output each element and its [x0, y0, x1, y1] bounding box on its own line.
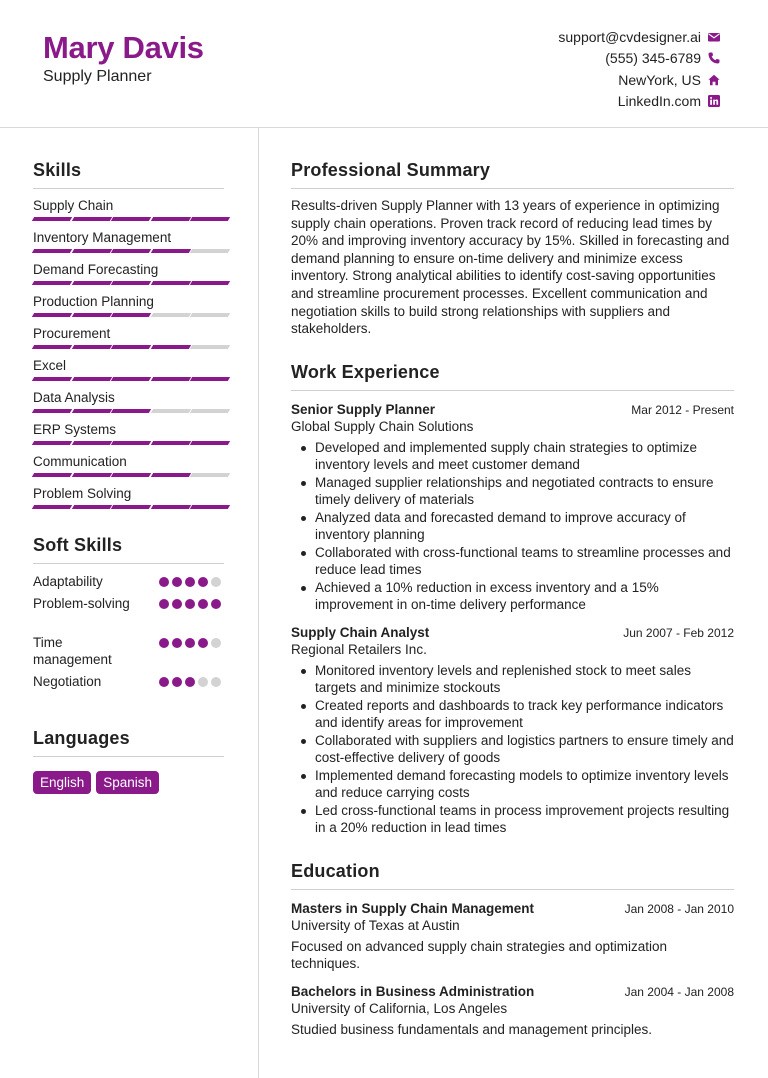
job-bullet: Monitored inventory levels and replenished stock to meet sales targets and minimize stockouts: [315, 662, 734, 697]
skill-level-segment: [150, 249, 190, 253]
job-entry: [291, 625, 734, 837]
skill-level-segment: [190, 281, 230, 285]
skill-level-segment: [111, 281, 151, 285]
skill-level-segment: [71, 313, 111, 317]
summary-text: Results-driven Supply Planner with 13 years of experience in optimizing supply chain operations. Proven track record of reducing lead times by 20% and improving inventory accuracy by 15%. Skilled in forecasting and demand planning to ensure on-time delivery and minimize excess inventory. Strong analytical abilities to identify cost-saving opportunities and streamline procurement processes. Excellent communication and negotiation skills to build strong relationships with suppliers and stakeholders.: [291, 198, 730, 337]
skill-level-segment: [32, 217, 72, 221]
skill-name: Inventory Management: [33, 230, 172, 245]
skill-level-segment: [111, 377, 151, 381]
contact-list: [558, 26, 720, 112]
summary-heading: Professional Summary: [291, 160, 734, 189]
skill-level-segment: [190, 377, 230, 381]
skill-name: Communication: [33, 454, 127, 469]
skill-level-segment: [150, 377, 190, 381]
soft-skill-rating: [159, 577, 221, 587]
languages-heading: Languages: [33, 728, 224, 757]
skill-level-segment: [190, 409, 230, 413]
education-header: [291, 984, 734, 999]
job-header: [291, 625, 734, 640]
skill-level-segment: [32, 249, 72, 253]
contact-email-text: support@cvdesigner.ai: [558, 28, 701, 45]
skill-level-segment: [71, 505, 111, 509]
skill-level-bar: [33, 345, 230, 349]
education-list: [291, 901, 734, 1039]
education-degree: Bachelors in Business Administration: [291, 983, 535, 999]
job-bullet: Created reports and dashboards to track key performance indicators and identify areas for improvement: [315, 697, 734, 732]
skill-level-bar: [33, 217, 230, 221]
contact-email[interactable]: [558, 26, 720, 48]
skill-level-segment: [190, 473, 230, 477]
skill-name: Procurement: [33, 326, 111, 341]
contact-location-text: NewYork, US: [618, 71, 701, 88]
rating-dot: [211, 577, 221, 587]
skill-level-segment: [111, 313, 151, 317]
soft-skill-row: [33, 670, 224, 692]
education-degree: Masters in Supply Chain Management: [291, 900, 535, 916]
skill-name: Problem Solving: [33, 486, 132, 501]
rating-dot: [159, 638, 169, 648]
rating-dot: [172, 599, 182, 609]
soft-skill-name: Problem-solving: [33, 596, 130, 611]
skill-level-bar: [33, 281, 230, 285]
skill-row: [33, 289, 224, 321]
candidate-name: Mary Davis: [43, 30, 204, 65]
education-date: Jan 2008 - Jan 2010: [624, 901, 734, 916]
contact-linkedin-text: LinkedIn.com: [617, 93, 701, 110]
language-tag: English: [33, 771, 91, 794]
contact-linkedin[interactable]: [558, 91, 720, 113]
job-header: [291, 402, 734, 417]
skills-heading: Skills: [33, 160, 224, 189]
rating-dot: [211, 677, 221, 687]
soft-skill-name: Time management: [33, 635, 112, 667]
skill-level-segment: [32, 313, 72, 317]
rating-dot: [185, 577, 195, 587]
skill-level-bar: [33, 409, 230, 413]
skill-level-segment: [150, 345, 190, 349]
linkedin-icon: [708, 95, 720, 107]
skill-level-segment: [150, 441, 190, 445]
skill-level-segment: [111, 441, 151, 445]
skill-level-segment: [190, 249, 230, 253]
job-bullet: Achieved a 10% reduction in excess inventory and a 15% improvement in on-time delivery performance: [315, 579, 734, 614]
job-bullet: Managed supplier relationships and negotiated contracts to ensure timely delivery of materials: [315, 474, 734, 509]
skill-level-segment: [111, 409, 151, 413]
right-column: [291, 160, 734, 1039]
job-date: Jun 2007 - Feb 2012: [623, 625, 734, 640]
soft-skill-name: Adaptability: [33, 574, 103, 589]
skill-level-segment: [150, 505, 190, 509]
skill-level-segment: [190, 441, 230, 445]
contact-phone[interactable]: [558, 48, 720, 70]
skill-row: [33, 449, 224, 481]
skill-level-segment: [71, 473, 111, 477]
experience-heading: Work Experience: [291, 362, 734, 391]
skill-row: [33, 481, 224, 513]
skill-level-bar: [33, 473, 230, 477]
skill-level-segment: [71, 345, 111, 349]
soft-skill-row: [33, 592, 224, 631]
skill-level-bar: [33, 505, 230, 509]
skill-level-segment: [190, 505, 230, 509]
skill-level-segment: [150, 313, 190, 317]
left-column: [33, 160, 224, 794]
skill-row: [33, 417, 224, 449]
soft-skill-name: Negotiation: [33, 674, 102, 689]
rating-dot: [159, 577, 169, 587]
education-entry: [291, 901, 734, 973]
job-title: Supply Chain Analyst: [291, 624, 430, 640]
skill-row: [33, 385, 224, 417]
column-divider: [258, 128, 259, 1078]
education-description: Focused on advanced supply chain strategies and optimization techniques.: [291, 938, 667, 972]
job-company: Regional Retailers Inc.: [291, 641, 427, 657]
skill-level-bar: [33, 441, 230, 445]
skill-level-segment: [32, 473, 72, 477]
education-school: University of Texas at Austin: [291, 917, 460, 933]
jobs-list: [291, 402, 734, 837]
skill-name: Excel: [33, 358, 67, 373]
skill-level-segment: [190, 345, 230, 349]
skill-level-segment: [111, 505, 151, 509]
skill-level-segment: [111, 249, 151, 253]
education-date: Jan 2004 - Jan 2008: [624, 984, 734, 999]
candidate-title: Supply Planner: [43, 68, 152, 85]
skill-level-segment: [150, 281, 190, 285]
skill-level-segment: [32, 409, 72, 413]
skill-level-segment: [150, 409, 190, 413]
job-entry: [291, 402, 734, 614]
skill-name: Supply Chain: [33, 198, 114, 213]
skill-name: Demand Forecasting: [33, 262, 159, 277]
job-bullet: Collaborated with cross-functional teams to streamline processes and reduce lead times: [315, 544, 734, 579]
skill-row: [33, 353, 224, 385]
rating-dot: [185, 638, 195, 648]
skill-name: ERP Systems: [33, 422, 117, 437]
job-date: Mar 2012 - Present: [631, 402, 734, 417]
contact-location: [558, 69, 720, 91]
skill-level-segment: [111, 217, 151, 221]
job-bullets: [291, 439, 734, 614]
rating-dot: [172, 677, 182, 687]
rating-dot: [211, 599, 221, 609]
rating-dot: [198, 577, 208, 587]
skill-level-segment: [111, 345, 151, 349]
job-bullet: Collaborated with suppliers and logistics partners to ensure timely and cost-effective delivery of goods: [315, 732, 734, 766]
phone-icon: [708, 52, 720, 64]
rating-dot: [185, 677, 195, 687]
skill-name: Production Planning: [33, 294, 154, 309]
skill-level-segment: [71, 377, 111, 381]
job-bullet: Implemented demand forecasting models to optimize inventory levels and reduce carrying costs: [315, 767, 734, 802]
skill-level-segment: [71, 409, 111, 413]
rating-dot: [172, 577, 182, 587]
skill-level-segment: [150, 217, 190, 221]
envelope-icon: [708, 31, 720, 43]
education-description: Studied business fundamentals and management principles.: [291, 1021, 652, 1037]
skill-level-segment: [32, 441, 72, 445]
resume-header: [0, 0, 768, 128]
soft-skills-heading: Soft Skills: [33, 535, 224, 564]
language-tag: Spanish: [96, 771, 159, 794]
education-header: [291, 901, 734, 916]
rating-dot: [185, 599, 195, 609]
skill-row: [33, 225, 224, 257]
skill-level-bar: [33, 313, 230, 317]
rating-dot: [198, 638, 208, 648]
rating-dot: [172, 638, 182, 648]
job-bullet: Developed and implemented supply chain strategies to optimize inventory levels and meet customer demand: [315, 439, 734, 474]
skill-name: Data Analysis: [33, 390, 115, 405]
skill-level-segment: [71, 217, 111, 221]
rating-dot: [159, 677, 169, 687]
skills-list: [33, 193, 224, 513]
job-bullet: Led cross-functional teams in process improvement projects resulting in a 20% reduction in lead times: [315, 802, 734, 837]
skill-level-segment: [71, 249, 111, 253]
soft-skill-row: [33, 631, 224, 670]
skill-level-bar: [33, 377, 230, 381]
languages-list: [33, 771, 224, 794]
skill-row: [33, 321, 224, 353]
rating-dot: [198, 677, 208, 687]
rating-dot: [198, 599, 208, 609]
skill-row: [33, 257, 224, 289]
home-icon: [708, 74, 720, 86]
skill-level-segment: [190, 217, 230, 221]
education-heading: Education: [291, 861, 734, 890]
job-company: Global Supply Chain Solutions: [291, 418, 474, 434]
soft-skill-row: [33, 570, 224, 592]
skill-level-segment: [71, 441, 111, 445]
job-bullets: [291, 662, 734, 837]
rating-dot: [211, 638, 221, 648]
soft-skill-rating: [159, 677, 221, 687]
contact-phone-text: (555) 345-6789: [605, 50, 701, 67]
job-bullet: Analyzed data and forecasted demand to improve accuracy of inventory planning: [315, 509, 734, 544]
skill-level-segment: [32, 345, 72, 349]
skill-level-segment: [71, 281, 111, 285]
education-school: University of California, Los Angeles: [291, 1000, 508, 1016]
rating-dot: [159, 599, 169, 609]
skill-level-segment: [32, 377, 72, 381]
soft-skill-rating: [159, 638, 221, 648]
soft-skill-rating: [159, 599, 221, 609]
skill-level-segment: [32, 505, 72, 509]
education-entry: [291, 984, 734, 1039]
soft-skills-list: [33, 570, 224, 692]
skill-row: [33, 193, 224, 225]
job-title: Senior Supply Planner: [291, 401, 436, 417]
skill-level-bar: [33, 249, 230, 253]
skill-level-segment: [190, 313, 230, 317]
skill-level-segment: [111, 473, 151, 477]
skill-level-segment: [32, 281, 72, 285]
skill-level-segment: [150, 473, 190, 477]
